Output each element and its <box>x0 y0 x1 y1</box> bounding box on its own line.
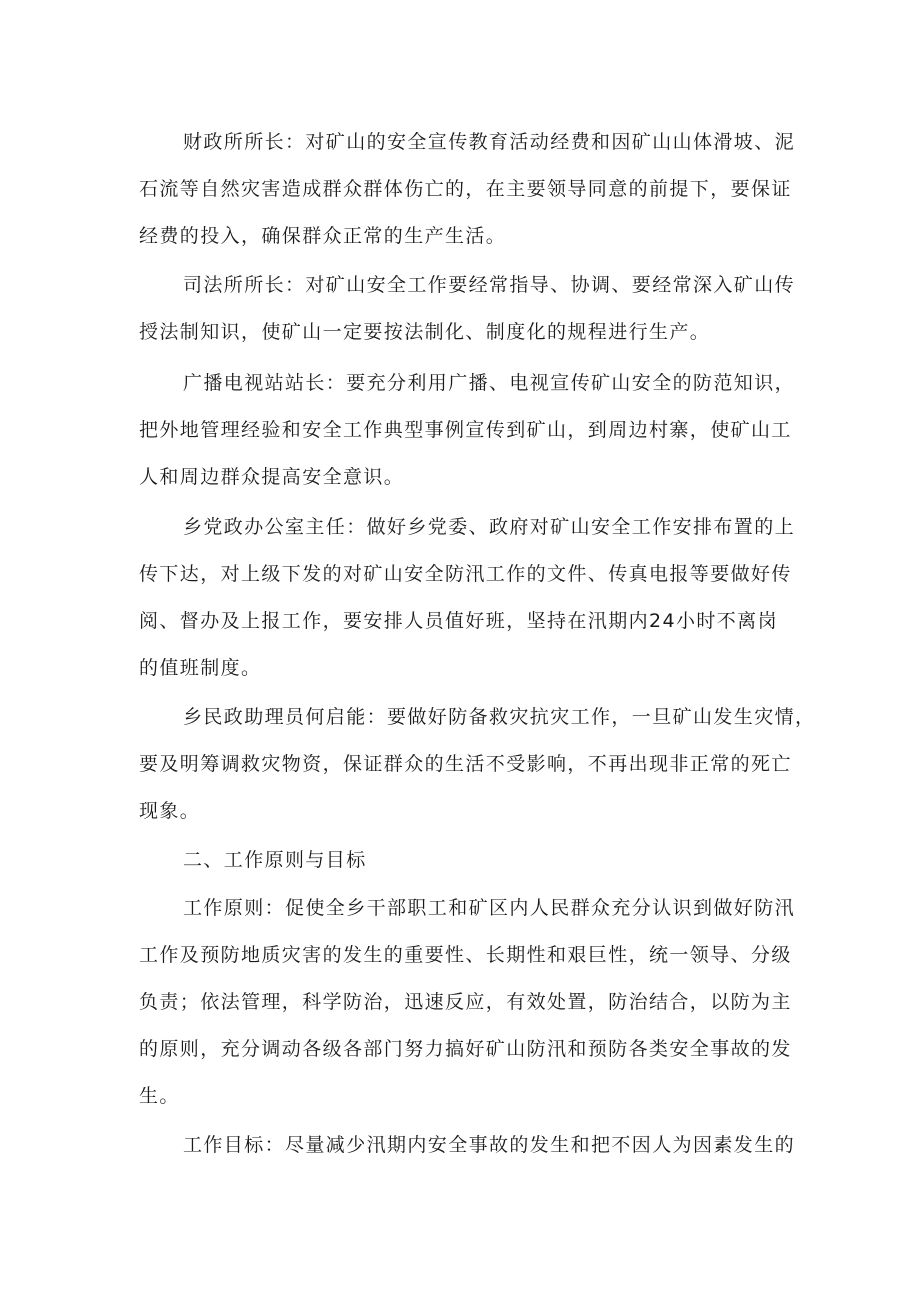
text-line: 把外地管理经验和安全工作典型事例宣传到矿山，到周边村寨，使矿山工 <box>139 419 792 441</box>
text-line: 现象。 <box>139 800 201 822</box>
text-line: 阅、督办及上报工作，要安排人员值好班，坚持在汛期内24小时不离岗 <box>139 610 778 632</box>
text-line: 广播电视站站长：要充分利用广播、电视宣传矿山安全的防范知识， <box>183 372 796 394</box>
section-heading: 二、工作原则与目标 <box>183 849 367 871</box>
text-line: 财政所所长：对矿山的安全宣传教育活动经费和因矿山山体滑坡、泥 <box>183 131 796 153</box>
text-line: 传下达，对上级下发的对矿山安全防汛工作的文件、传真电报等要做好传 <box>139 563 792 585</box>
text-line: 人和周边群众提高安全意识。 <box>139 466 405 488</box>
text-line: 司法所所长：对矿山安全工作要经常指导、协调、要经常深入矿山传 <box>183 274 796 296</box>
text-line: 负责；依法管理，科学防治，迅速反应，有效处置，防治结合，以防为主 <box>139 991 792 1013</box>
text-line: 经费的投入，确保群众正常的生产生活。 <box>139 225 507 247</box>
text-line: 石流等自然灾害造成群众群体伤亡的，在主要领导同意的前提下，要保证 <box>139 178 792 200</box>
text-line: 工作及预防地质灾害的发生的重要性、长期性和艰巨性，统一领导、分级 <box>139 944 792 966</box>
text-line: 的原则，充分调动各级各部门努力搞好矿山防汛和预防各类安全事故的发 <box>139 1038 792 1060</box>
text-line: 乡党政办公室主任：做好乡党委、政府对矿山安全工作安排布置的上 <box>183 516 796 538</box>
text-line: 工作原则：促使全乡干部职工和矿区内人民群众充分认识到做好防汛 <box>183 897 796 919</box>
text-line: 的值班制度。 <box>139 657 262 679</box>
text-line: 要及明筹调救灾物资，保证群众的生活不受影响，不再出现非正常的死亡 <box>139 753 792 775</box>
text-line: 工作目标：尽量减少汛期内安全事故的发生和把不因人为因素发生的 <box>183 1134 796 1156</box>
text-line: 授法制知识，使矿山一定要按法制化、制度化的规程进行生产。 <box>139 321 711 343</box>
text-line: 乡民政助理员何启能：要做好防备救灾抗灾工作，一旦矿山发生灾情， <box>183 706 816 728</box>
text-line: 生。 <box>139 1085 180 1107</box>
